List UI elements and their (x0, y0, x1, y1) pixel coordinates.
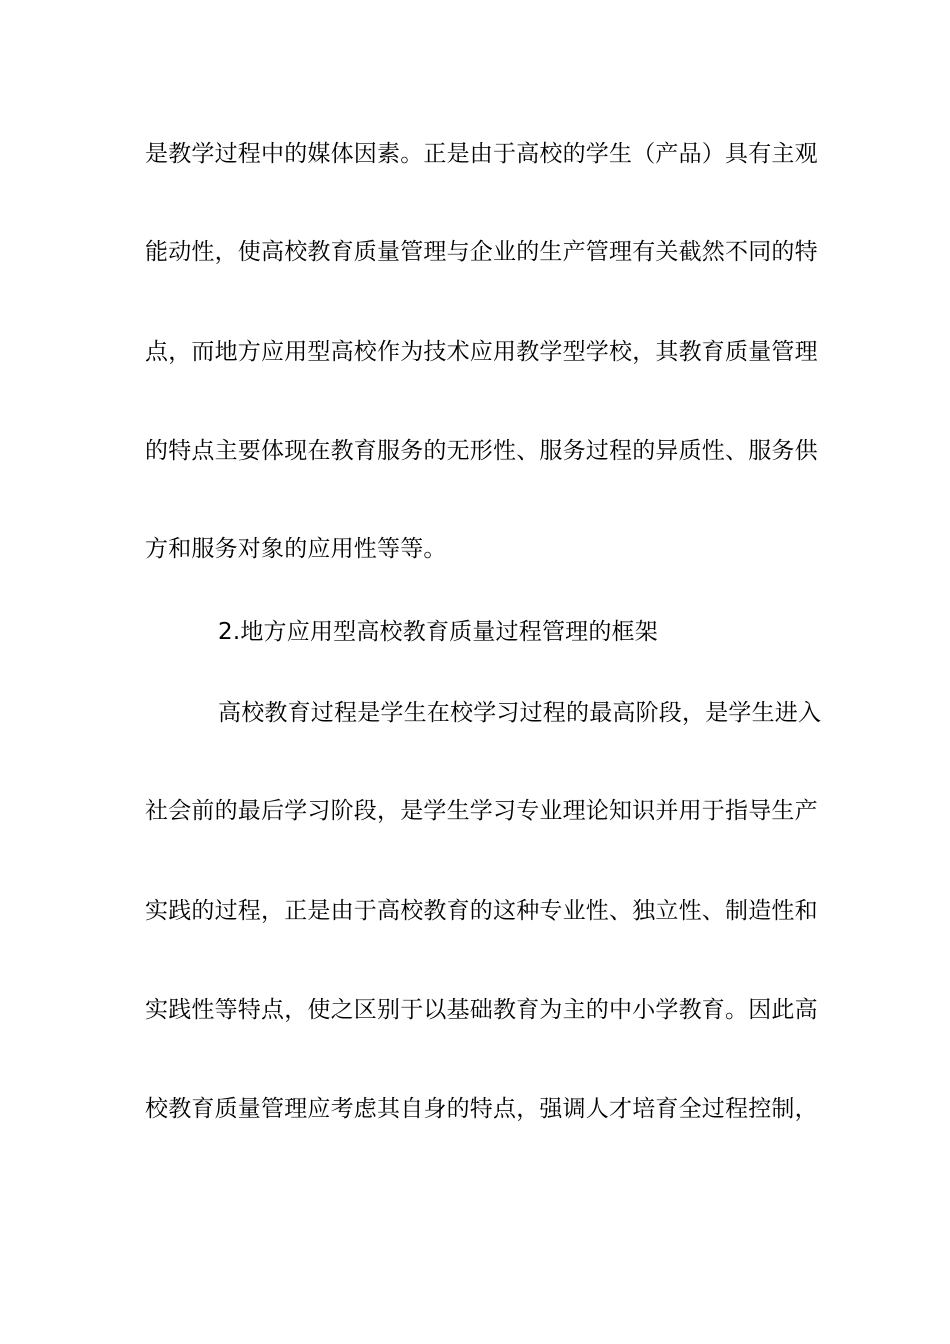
paragraph-2-line-4: 实践性等特点，使之区别于以基础教育为主的中小学教育。因此高 (145, 997, 818, 1023)
paragraph-1-line-1: 是教学过程中的媒体因素。正是由于高校的学生（产品）具有主观 (145, 141, 818, 167)
paragraph-2-line-2: 社会前的最后学习阶段，是学生学习专业理论知识并用于指导生产 (145, 798, 818, 824)
paragraph-1-line-4: 的特点主要体现在教育服务的无形性、服务过程的异质性、服务供 (145, 438, 818, 464)
section-heading: 2.地方应用型高校教育质量过程管理的框架 (218, 619, 658, 645)
paragraph-2-line-3: 实践的过程，正是由于高校教育的这种专业性、独立性、制造性和 (145, 898, 818, 924)
paragraph-2-line-1: 高校教育过程是学生在校学习过程的最高阶段，是学生进入 (218, 700, 822, 726)
paragraph-1-line-2: 能动性，使高校教育质量管理与企业的生产管理有关截然不同的特 (145, 239, 818, 265)
paragraph-1-line-3: 点，而地方应用型高校作为技术应用教学型学校，其教育质量管理 (145, 339, 818, 365)
paragraph-1-line-5: 方和服务对象的应用性等等。 (145, 536, 447, 562)
paragraph-2-line-5: 校教育质量管理应考虑其自身的特点，强调人才培育全过程控制， (145, 1096, 818, 1122)
